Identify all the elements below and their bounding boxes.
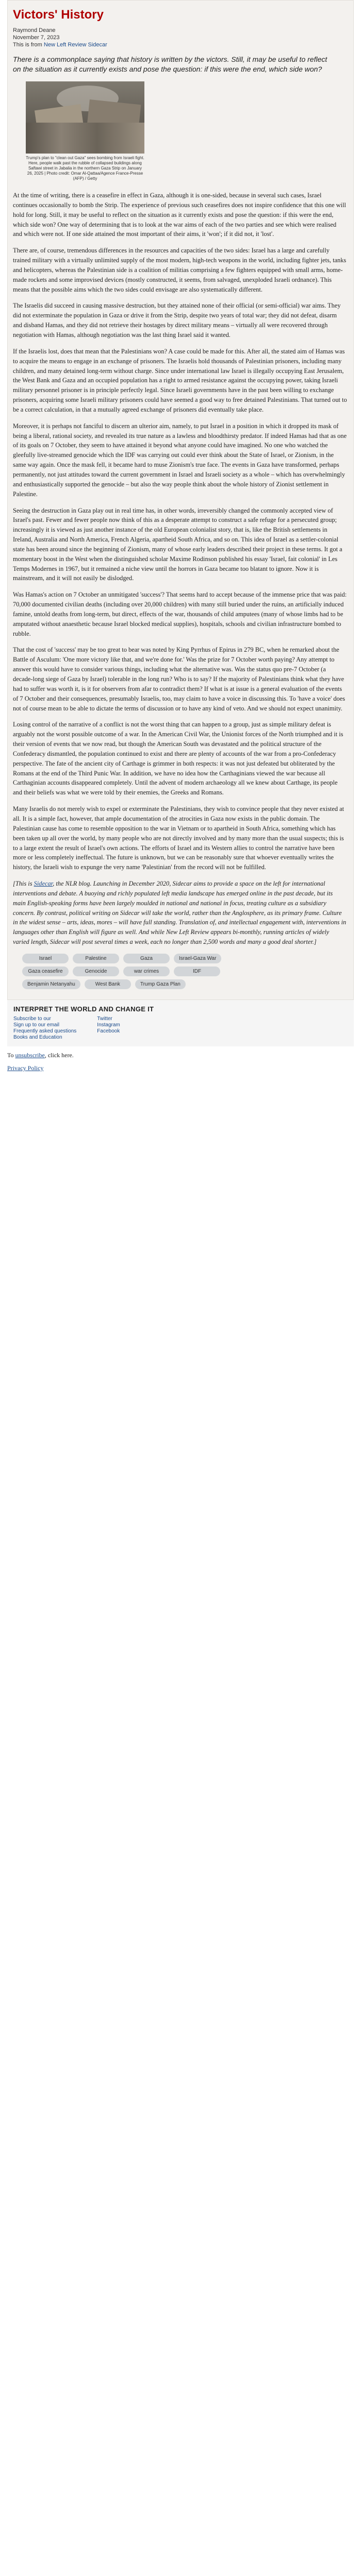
article-figure [26,81,144,181]
article-title: Victors' History [13,8,104,22]
sidecar-note [13,879,347,947]
page [0,0,361,1076]
paragraph: Seeing the destruction in Gaza play out in real time has, in other words, irreversibly changed the commonly accepted view of Israel's past. Fewer and fewer people now think of this as a desperate attempt to construct a safe refuge for a persecuted group; increasingly it is viewed as just another instance of the old European colonialist story, that is, like the British settlements in Ireland, Australia and North America, French Algeria, apartheid South Africa, and so on. This idea of Israel as a settler-colonial state has been around since the beginning of Zionism, many of whose early leaders described their project in these terms. It got a momentary boost in the West when the distinguished scholar Maxime Rodinson published his essay 'Israel, fait colonial' in Les Temps Modernes in 1967, but it remained a niche view until the horrors in Gaza became too blatant to ignore. Now it is mainstream, and it will not easily be dislodged. [13,506,342,582]
footer-link[interactable]: Sign up to our email [13,1022,59,1028]
rubble-ground [26,123,144,154]
paragraph: That the cost of 'success' may be too great to bear was noted by King Pyrrhus of Epirus in 279 BC, when he remarked about the Battle of Asculum: 'One more victory like that, and we're done for.' Was the prize for 7 October worth paying? Any attempt to answer this would have to consider various things, including what the alternative was. Was the status quo pre-7 October (a decade-long siege of Gaza by Israel) tolerable in the long run? Who is to say? If the majority of Palestinians think what they have had to suffer was worth it, is it for observers from afar to contradict them? If what is at issue is a general evaluation of the events of 7 October and their consequences, presumably Israelis, too, may claim to have a voice in discussing this. To 'have a voice' does not of course mean to be able to dictate the terms of discussion or to have any kind of veto. And we should not expect unanimity. [13,646,346,712]
paragraph: The Israelis did succeed in causing massive destruction, but they attained none of their official (or semi-official) war aims. They did not exterminate the population in Gaza or drive it from the Strip, despite two years of total war; they did not defeat, disarm and disband Hamas, and they did not retrieve their hostages by direct military means – virtually all were recovered through negotiation with Hamas, although negotiation was the last thing Israel said it wanted. [13,302,341,338]
sidecar-link[interactable]: Sidecar [34,880,53,888]
footer-columns [13,1016,348,1040]
note-prefix: [This is [13,880,34,888]
instagram-link[interactable]: Instagram [97,1022,120,1028]
twitter-link[interactable]: Twitter [97,1015,112,1022]
article [7,0,354,1000]
bottom-bar [0,1046,361,1076]
privacy-line [7,1064,354,1072]
article-meta [13,27,347,48]
author: Raymond Deane [13,27,56,33]
tag[interactable]: Gaza [123,954,170,963]
epigraph: There is a commonplace saying that history is written by the victors. Still, it may be useful to reflect on the situation as it currently exists and pose the question: if this were the end, which side won? [13,55,327,74]
paragraph: There are, of course, tremendous differences in the resources and capacities of the two sides: Israel has a large and carefully trained military with a virtually unlimited supply of the most modern, high-tech weapons in the world, including fighter jets, tanks and helicopters, whereas the Palestinian side is a coalition of militias comprising a few fighters equipped with small arms, home-made rockets and some improvised devices (mostly constructed, it seems, from salvaged, unexploded Israeli ordnance). This means that the possible aims which the two sides could envisage are also systematically different. [13,247,347,293]
paragraph: At the time of writing, there is a ceasefire in effect in Gaza, although it is one-sided, because in several such cases, Israel continues occasionally to bomb the Strip. The experience of previous such ceasefires does not inspire confidence that this one will hold for long. Still, it may be useful to reflect on the situation as it currently exists and pose the question: if this were the end, which side won? One way of determining that is to look at the war aims of each of the two parties and see which were realised and which were not. If one side attained the most important of their aims, it 'won'; if it did not, it 'lost'. [13,192,346,238]
byline-prefix: This is from [13,41,42,48]
byline [13,42,347,49]
byline-source-link[interactable]: New Left Review Sidecar [43,41,107,48]
paragraph: Moreover, it is perhaps not fanciful to discern an ulterior aim, namely, to put Israel in a position in which it dropped its mask of being a liberal, rational society, and revealed its true nature as a lawless and bloodthirsty predator. If indeed Hamas had that as one of its goals on 7 October, they seem to have attained it beyond what anyone could have imagined. No one who watched the gleefully live-streamed genocide which the IDF was carrying out could ever think about the State of Israel, or Zionism, in the same way again. Once the mask fell, it became hard to muse Zionism's true face. The events in Gaza have transformed, perhaps permanently, not just attitudes toward the current government in Israel and Israeli society as a whole – which has overwhelmingly and enthusiastically supported the genocide – but also the way people think about the whole history of Zionist settlement in Palestine. [13,422,347,498]
unsubscribe-link[interactable]: unsubscribe [15,1051,45,1059]
footer-title: INTERPRET THE WORLD AND CHANGE IT [13,1005,154,1013]
note-text: , the NLR blog. Launching in December 2020, Sidecar aims to provide a space on the left for international interventions and debate. A buoying and richly populated left media landscape has emerged online in the past decade, but its main English-speaking forms have been largely moulded in national and national in focus, treating culture as a subsidiary concern. By contrast, political writing on Sidecar will take the world, rather than the Anglosphere, as its primary frame. Culture in the widest sense – arts, ideas, mores – will have full standing. Translation of, and intellectual engagement with, interventions in languages other than English will figure as well. And while New Left Review appears bi-monthly, running articles of widely varied length, Sidecar will post several times a week, each no longer than 2,500 words and many a good deal shorter.] [13,880,347,946]
unsub-prefix: To [7,1051,15,1059]
paragraph: Losing control of the narrative of a conflict is not the worst thing that can happen to a group, just as simple military defeat is arguably not the worst possible outcome of a war. In the American Civil War, the Unionist forces of the North triumphed and it is their version of events that we now read, but though the American South was devastated and the political structure of the Confederacy dismantled, the population continued to exist and there are plenty of accounts of the war from a pro-Confederacy perspective. The fate of the ancient city of Carthage is grimmer in both respects: it was not just defeated but obliterated by the Romans at the end of the Third Punic War. In addition, we have no idea how the Carthaginians viewed the war because all Carthaginian accounts disappeared completely. Until the advent of modern archaeology all we knew about Carthage, its people and their beliefs was what we were told by their enemies, the Greeks and Romans. [13,721,343,796]
unsub-suffix: , click here. [44,1051,74,1059]
tag[interactable]: Israel-Gaza War [174,954,221,963]
tag[interactable]: Benjamin Netanyahu [22,979,80,989]
paragraph: Was Hamas's action on 7 October an unmitigated 'success'? That seems hard to accept because of the immense price that was paid: 70,000 documented civilian deaths (including over 20,000 children) with many still buried under the ruins, an artificially induced famine, untold deaths from long-term, but direct, effects of the war, thousands of child amputees (many of whose limbs had to be amputated without anaesthetic because Israel blocked medical supplies), hospitals, schools and civilian infrastructure bombed to rubble. [13,591,347,637]
tag[interactable]: Gaza ceasefire [22,967,69,976]
paragraph: If the Israelis lost, does that mean that the Palestinians won? A case could be made for this. After all, the stated aim of Hamas was to acquire the means to engage in an exchange of prisoners. The Israelis hold thousands of Palestinian prisoners, including many children, and many detained long-term without charge. Since under international law Israel is illegally occupying East Jerusalem, the West Bank and Gaza and an occupied population has a right to armed resistance against the occupying power, taking Israeli military personnel prisoner is in principle perfectly legal. Since Israeli governments have in the past been willing to exchange prisoners, acquiring some Israeli military prisoners could have seemed a good way to free detained Palestinians. That turned out to be a correct calculation, in that a mutually agreed exchange of prisoners did eventually take place. [13,347,347,413]
footer-link[interactable]: Frequently asked questions [13,1028,77,1034]
footer-link[interactable]: Subscribe to our [13,1015,51,1022]
unsubscribe-line [7,1052,354,1059]
photo-caption: Trump's plan to "clean out Gaza" sees bombing from Israeli fight. Here, people walk past the rubble of collapsed buildings along Saftawi street in Jabalia in the northern Gaza Strip on January 26, 2025 | Photo credit: Omar Al-Qattaa/Agence France-Presse (AFP) / Getty [26,156,144,181]
gaza-photo [26,81,144,154]
footer-link[interactable]: Books and Education [13,1034,62,1040]
tag[interactable]: Palestine [73,954,119,963]
footer-links-col [13,1016,76,1040]
article-body [13,191,347,947]
facebook-link[interactable]: Facebook [97,1028,120,1034]
tag[interactable]: Trump Gaza Plan [135,979,186,989]
footer [7,1000,354,1046]
tag[interactable]: Genocide [73,967,119,976]
tag[interactable]: IDF [174,967,220,976]
tag[interactable]: Israel [22,954,69,963]
footer-social-col [97,1016,120,1040]
paragraph: Many Israelis do not merely wish to expel or exterminate the Palestinians, they wish to convince people that they never existed at all. It is a simple fact, however, that ample documentation of the atrocities in Gaza now exists in the public domain. The Palestinian cause has come to resemble opposition to the war in Vietnam or to apartheid in South Africa, something which has been taken up all over the world, by many people who are not directly involved and by many more than the usual suspects; this is to a large extent the result of Israel's own actions. The efforts of Israel and its Western allies to control the narrative have been more or less completely ineffectual. The future is unknown, but we can be reasonably sure that whoever eventually writes the history, the Israeli wish to expunge the very name 'Palestinian' from the record will not be fulfilled. [13,805,344,871]
privacy-policy-link[interactable]: Privacy Policy [7,1064,44,1072]
tag-list [22,954,249,989]
tag[interactable]: West Bank [85,979,131,989]
tag[interactable]: war crimes [123,967,170,976]
date: November 7, 2023 [13,34,60,41]
